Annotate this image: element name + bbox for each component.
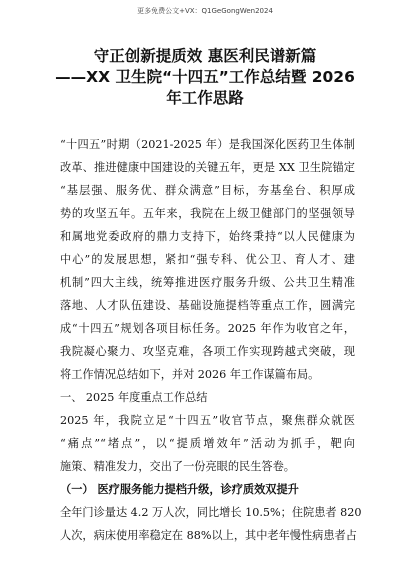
title-line: 守正创新提质效 惠医利民谱新篇: [93, 47, 317, 65]
intro-line: 和属地党委政府的鼎力支持下，始终秉持“以人民健康为: [60, 230, 355, 243]
section-heading: 一、 2025 年度重点工作总结: [60, 391, 208, 404]
subsection-heading: （一） 医疗服务能力提档升级，诊疗质效双提升: [60, 482, 299, 496]
document-title: [36, 46, 374, 109]
header-note: 更多免费公文+VX：Q1GeGongWen2024: [137, 7, 273, 15]
intro-line: “十四五”时期（2021-2025 年）是我国深化医药卫生体制: [60, 138, 355, 151]
intro-line: 机制”四大主线，统筹推进医疗服务升级、公共卫生精准: [60, 276, 355, 289]
title-line: 年工作思路: [166, 89, 244, 107]
title-line: ——XX 卫生院“十四五”工作总结暨 2026: [55, 68, 355, 86]
intro-line: “基层强、服务优、群众满意”目标，夯基垒台、积厚成: [60, 184, 355, 197]
intro-line: 成“十四五”规划各项目标任务。2025 年作为收官之年，: [60, 322, 355, 335]
section-line: 2025 年，我院立足“十四五”收官节点，聚焦群众就医: [60, 414, 355, 427]
subsection-line: 人次，病床使用率稳定在 88%以上，其中老年慢性病患者占: [60, 529, 357, 542]
intro-line: 我院凝心聚力、攻坚克难，各项工作实现跨越式突破，现: [60, 345, 355, 358]
intro-line: 将工作情况总结如下，并对 2026 年工作谋篇布局。: [60, 368, 320, 381]
subsection-paragraph: [60, 501, 362, 547]
intro-line: 中心”的发展思想，紧扣“强专科、优公卫、育人才、建: [60, 253, 355, 266]
intro-line: 改革、推进健康中国建设的关键五年，更是 XX 卫生院锚定: [60, 161, 355, 174]
subsection-line: 全年门诊量达 4.2 万人次，同比增长 10.5%；住院患者 820: [60, 506, 362, 519]
section-line: “痛点”“堵点”，以“提质增效年”活动为抓手，靶向: [60, 437, 355, 450]
intro-line: 势的攻坚五年。五年来，我院在上级卫健部门的坚强领导: [60, 207, 355, 220]
document-body: [60, 133, 362, 547]
intro-line: 落地、人才队伍建设、基础设施提档等重点工作，圆满完: [60, 299, 355, 312]
section-paragraph: [60, 409, 355, 478]
intro-paragraph: [60, 133, 355, 386]
section-line: 施策、精准发力，交出了一份亮眼的民生答卷。: [60, 460, 295, 473]
